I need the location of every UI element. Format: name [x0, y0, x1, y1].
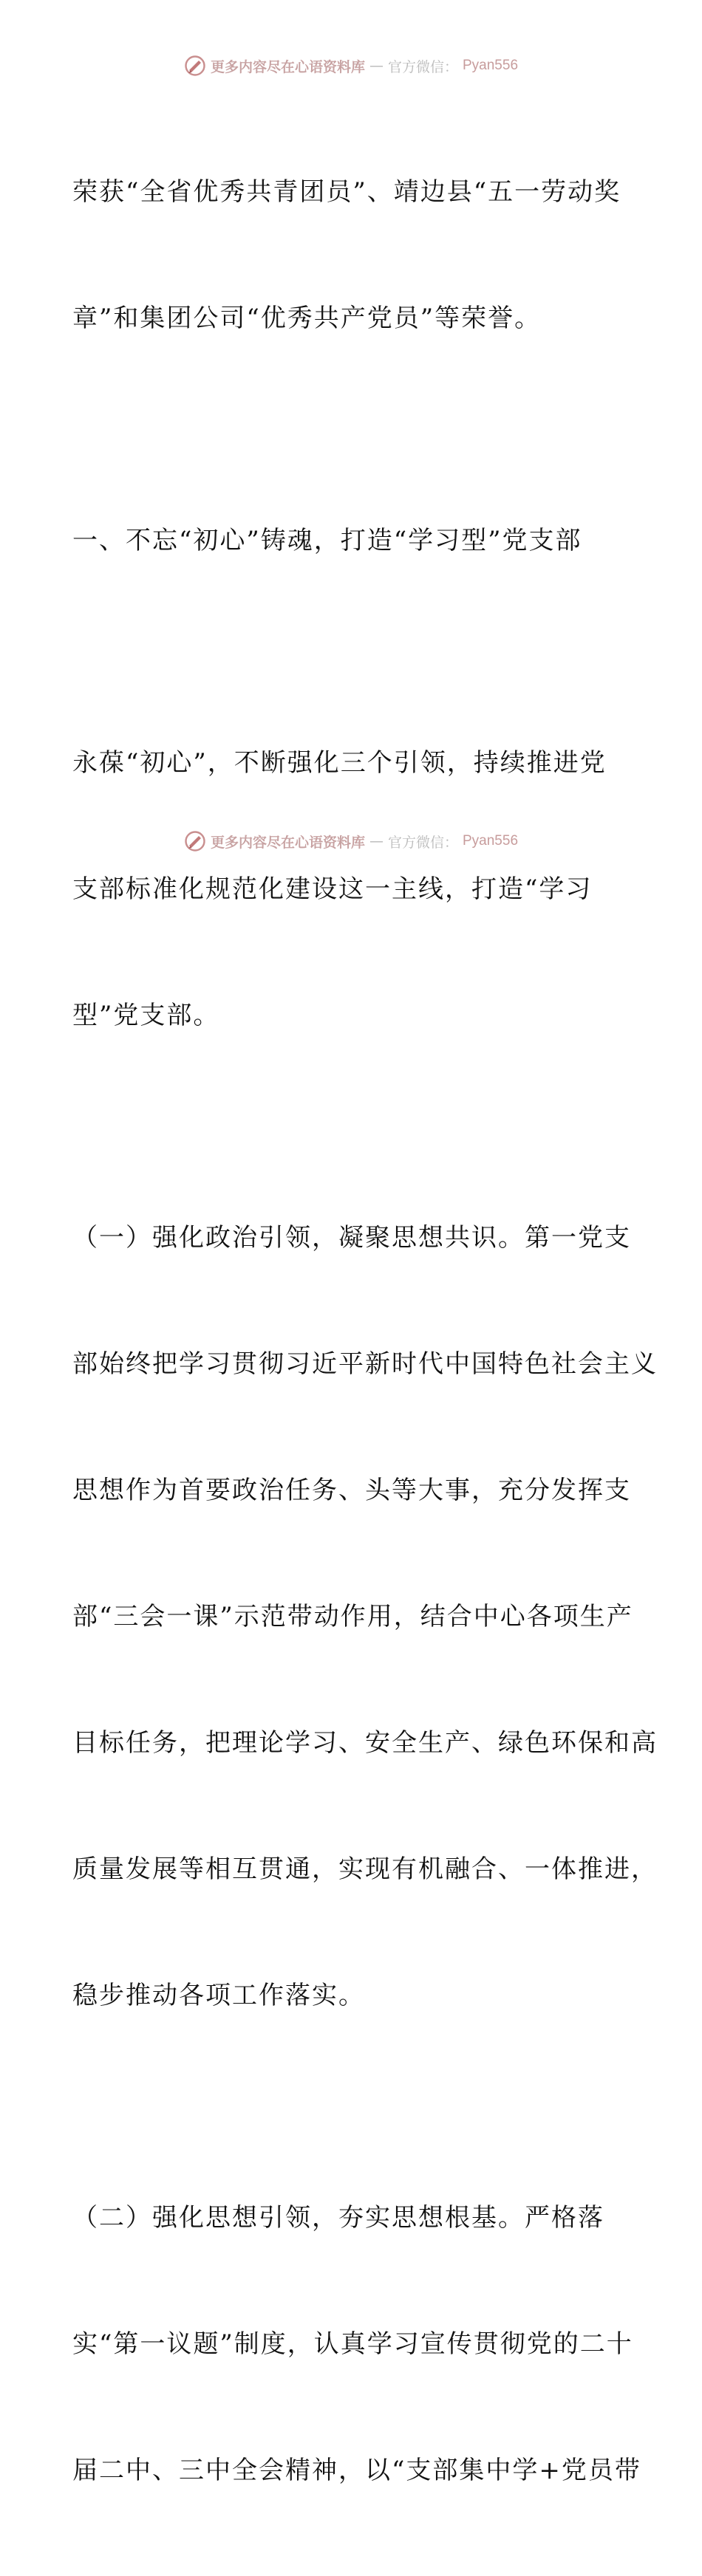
text-line: 届二中、三中全会精神，以“支部集中学+党员带: [72, 2456, 641, 2485]
text-line: 章”和集团公司“优秀共产党员”等荣誉。: [72, 304, 542, 333]
brand-logo-icon: [184, 55, 206, 77]
text-line: 质量发展等相互贯通，实现有机融合、一体推进，: [72, 1854, 658, 1884]
section-heading: [72, 436, 634, 646]
watermark-account: Pyan556: [463, 58, 519, 73]
text-line: 稳步推动各项工作落实。: [72, 1981, 365, 2010]
text-line: 一、不忘“初心”铸魂，打造“学习型”党支部: [72, 526, 582, 555]
header-watermark: [0, 55, 702, 77]
text-line: 荣获“全省优秀共青团员”、靖边县“五一劳动奖: [72, 177, 621, 207]
watermark-slogan: 更多内容尽在心语资料库: [210, 834, 365, 851]
text-line: （二）强化思想引领，夯实思想根基。严格落: [72, 2203, 604, 2233]
watermark-label: 官方微信：: [387, 58, 458, 75]
document-body: [72, 87, 658, 2576]
text-line: 永葆“初心”，不断强化三个引领，持续推进党: [72, 748, 607, 778]
watermark-account: Pyan556: [463, 833, 519, 849]
watermark-label: 官方微信：: [387, 834, 458, 851]
text-line: 思想作为首要政治任务、头等大事，充分发挥支: [72, 1476, 631, 1505]
paragraph-awards: [72, 87, 634, 424]
watermark-separator: —: [369, 58, 384, 74]
text-line: 部始终把学习贯彻习近平新时代中国特色社会主义: [72, 1349, 658, 1379]
text-line: 支部标准化规范化建设这一主线，打造“学习: [72, 874, 593, 904]
paragraph-political-leadership: [72, 1133, 658, 2101]
text-line: 型”党支部。: [72, 1001, 220, 1030]
watermark-slogan: 更多内容尽在心语资料库: [210, 58, 365, 75]
paragraph-ideological-leadership: [72, 2113, 641, 2576]
paragraph-intro: [72, 658, 634, 1121]
watermark-separator: —: [369, 833, 384, 849]
text-line: （一）强化政治引领，凝聚思想共识。第一党支: [72, 1223, 631, 1253]
text-line: 实“第一议题”制度，认真学习宣传贯彻党的二十: [72, 2329, 633, 2359]
brand-logo-icon: [184, 830, 206, 852]
text-line: 部“三会一课”示范带动作用，结合中心各项生产: [72, 1602, 633, 1631]
text-line: 目标任务，把理论学习、安全生产、绿色环保和高: [72, 1728, 658, 1758]
footer-watermark: [0, 830, 702, 852]
